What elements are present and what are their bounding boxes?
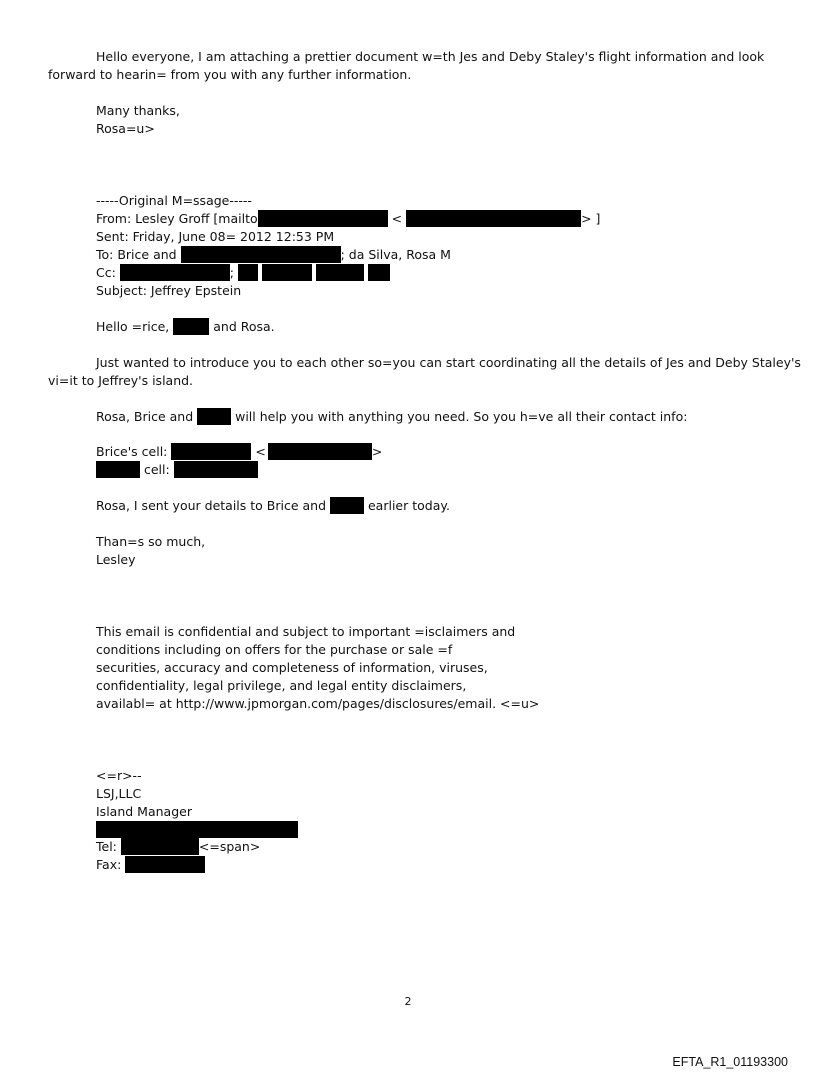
from-gt: > ] (581, 211, 601, 226)
intro-closing: Many thanks, (96, 103, 180, 118)
body-intro-line-1: Just wanted to introduce you to each other so=you can start coordinating all the details of Jes and Deby Staley's (96, 355, 801, 370)
to-prefix: To: Brice and (96, 247, 177, 262)
signature-title: Island Manager (96, 804, 192, 819)
redaction-box (171, 443, 251, 460)
thanks-line: Than=s so much, (96, 534, 206, 549)
help-start: Rosa, Brice and (96, 409, 194, 424)
brice-cell-gt: > (371, 444, 383, 459)
fax-line (96, 856, 205, 874)
original-separator: -----Original M=ssage----- (96, 193, 252, 208)
redaction-box (120, 264, 230, 281)
redaction-box (238, 264, 258, 281)
cc-sep: ; (229, 265, 235, 280)
to-line (96, 246, 451, 264)
greeting-start: Hello =rice, (96, 319, 170, 334)
tel-label: Tel: (96, 839, 117, 854)
greeting-end: and Rosa. (213, 319, 275, 334)
disclaimer-line: availabl= at http://www.jpmorgan.com/pages/disclosures/email. <=u> (96, 696, 540, 711)
signature-redacted-line (96, 821, 298, 839)
second-cell-line (96, 461, 258, 479)
sent-details-start: Rosa, I sent your details to Brice and (96, 498, 327, 513)
greeting-line (96, 318, 275, 336)
tel-line (96, 838, 260, 856)
disclaimer-line: conditions including on offers for the purchase or sale =f (96, 642, 453, 657)
redaction-box (181, 246, 341, 263)
disclaimer-line: This email is confidential and subject to important =isclaimers and (96, 624, 516, 639)
disclaimer-line: securities, accuracy and completeness of information, viruses, (96, 660, 488, 675)
redaction-box (406, 210, 581, 227)
from-line (96, 210, 600, 228)
redaction-box (316, 264, 364, 281)
sender-name: Lesley (96, 552, 136, 567)
brice-cell-line (96, 443, 382, 461)
cc-prefix: Cc: (96, 265, 116, 280)
redaction-box (258, 210, 388, 227)
cell-label: cell: (143, 462, 170, 477)
from-lt: < (391, 211, 403, 226)
brice-cell-label: Brice's cell: (96, 444, 168, 459)
intro-line-2: forward to hearin= from you with any further information. (48, 67, 412, 82)
fax-label: Fax: (96, 857, 122, 872)
intro-line-1: Hello everyone, I am attaching a prettier document w=th Jes and Deby Staley's flight information and look (96, 49, 765, 64)
redaction-box (268, 443, 372, 460)
redaction-box (174, 461, 258, 478)
redaction-box (125, 856, 205, 873)
redaction-box (96, 461, 140, 478)
from-prefix: From: Lesley Groff [mailto (96, 211, 258, 226)
redaction-box (368, 264, 390, 281)
redaction-box (197, 408, 231, 425)
help-line (96, 408, 687, 426)
disclaimer-line: confidentiality, legal privilege, and legal entity disclaimers, (96, 678, 467, 693)
cc-line (96, 264, 390, 282)
help-end: will help you with anything you need. So you h=ve all their contact info: (235, 409, 688, 424)
sent-details-line (96, 497, 450, 515)
sent-details-end: earlier today. (367, 498, 450, 513)
redaction-box (96, 821, 298, 838)
signature-company: LSJ,LLC (96, 786, 142, 801)
redaction-box (173, 318, 209, 335)
sent-line: Sent: Friday, June 08= 2012 12:53 PM (96, 229, 335, 244)
tel-span-tag: <=span> (198, 839, 261, 854)
subject-line: Subject: Jeffrey Epstein (96, 283, 242, 298)
page-number: 2 (404, 995, 412, 1008)
to-suffix: ; da Silva, Rosa M (340, 247, 451, 262)
bates-number: EFTA_R1_01193300 (672, 1055, 788, 1069)
intro-signature: Rosa=u> (96, 121, 155, 136)
signature-marker: <=r>-- (96, 768, 142, 783)
body-intro-line-2: vi=it to Jeffrey's island. (48, 373, 194, 388)
redaction-box (121, 838, 199, 855)
brice-cell-lt: < (255, 444, 266, 459)
redaction-box (330, 497, 364, 514)
redaction-box (262, 264, 312, 281)
